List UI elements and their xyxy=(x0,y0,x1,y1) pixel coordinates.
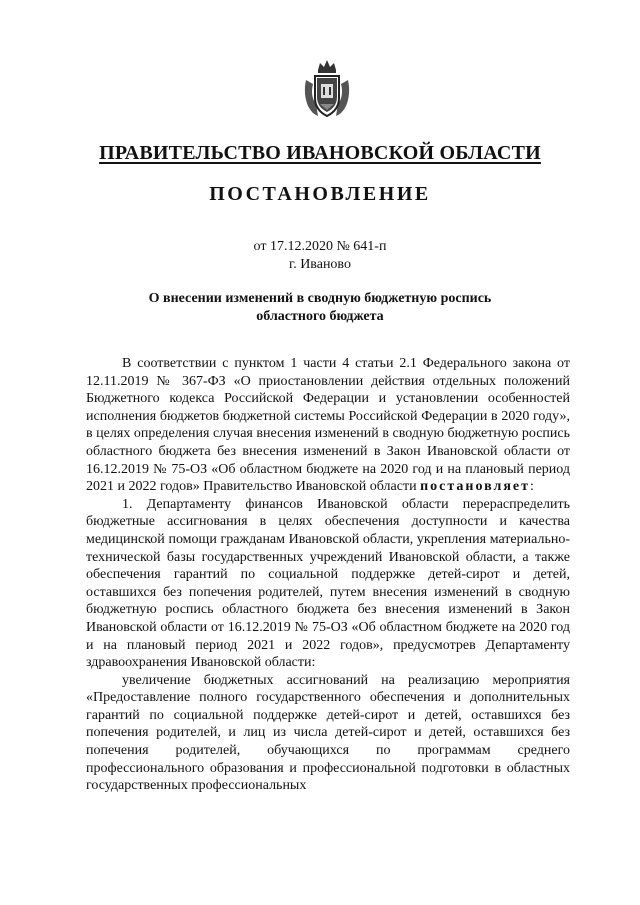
resolves-suffix: : xyxy=(530,479,534,495)
date-number: от 17.12.2020 № 641-п xyxy=(253,239,387,254)
title-line-2: областного бюджета xyxy=(256,309,384,324)
city: г. Иваново xyxy=(289,257,351,272)
coat-of-arms-icon xyxy=(300,54,354,120)
organization-name: ПРАВИТЕЛЬСТВО ИВАНОВСКОЙ ОБЛАСТИ xyxy=(99,142,541,164)
document-type: ПОСТАНОВЛЕНИЕ xyxy=(209,183,431,205)
item-1-sub-paragraph: увеличение бюджетных ассигнований на реализацию мероприятия «Предоставление полного государственного обеспечения и дополнительных гарантий по социальной поддержке детей-сирот и детей, оставшихся без попечения родителей, и лиц из числа детей-сирот и детей, оставшихся без попечения родителей, обучающихся по программам среднего профессионального образования и профессиональной подготовки в областных государственных профессиональных xyxy=(86,672,570,794)
document-body xyxy=(86,355,570,795)
resolves-word: постановляет xyxy=(420,479,531,495)
intro-paragraph xyxy=(86,355,570,496)
title-line-1: О внесении изменений в сводную бюджетную роспись xyxy=(148,291,492,306)
document-meta xyxy=(0,238,640,274)
intro-text: В соответствии с пунктом 1 части 4 статьи 2.1 Федерального закона от 12.11.2019 № 367-ФЗ «О приостановлении действия отдельных положений Бюджетного кодекса Российской Федерации и установлении особенностей исполнения бюджетов бюджетной системы Российской Федерации в 2020 году», в целях определения случая внесения изменений в сводную бюджетную роспись областного бюджета без внесения изменений в Закон Ивановской области от 16.12.2019 № 75-ОЗ «Об областном бюджете на 2020 год и на плановый период 2021 и 2022 годов» Правительство Ивановской области xyxy=(86,356,570,495)
document-title xyxy=(140,290,500,326)
item-1-paragraph: 1. Департаменту финансов Ивановской области перераспределить бюджетные ассигнования в целях обеспечения доступности и качества медицинской помощи гражданам Ивановской области, укрепления материально-технической базы государственных учреждений Ивановской области, а также обеспечения гарантий по социальной поддержке детей-сирот и детей, оставшихся без попечения родителей, путем внесения изменений в сводную бюджетную роспись областного бюджета без внесения изменений в Закон Ивановской области от 16.12.2019 № 75-ОЗ «Об областном бюджете на 2020 год и на плановый период 2021 и 2022 годов», предусмотрев Департаменту здравоохранения Ивановской области: xyxy=(86,496,570,671)
